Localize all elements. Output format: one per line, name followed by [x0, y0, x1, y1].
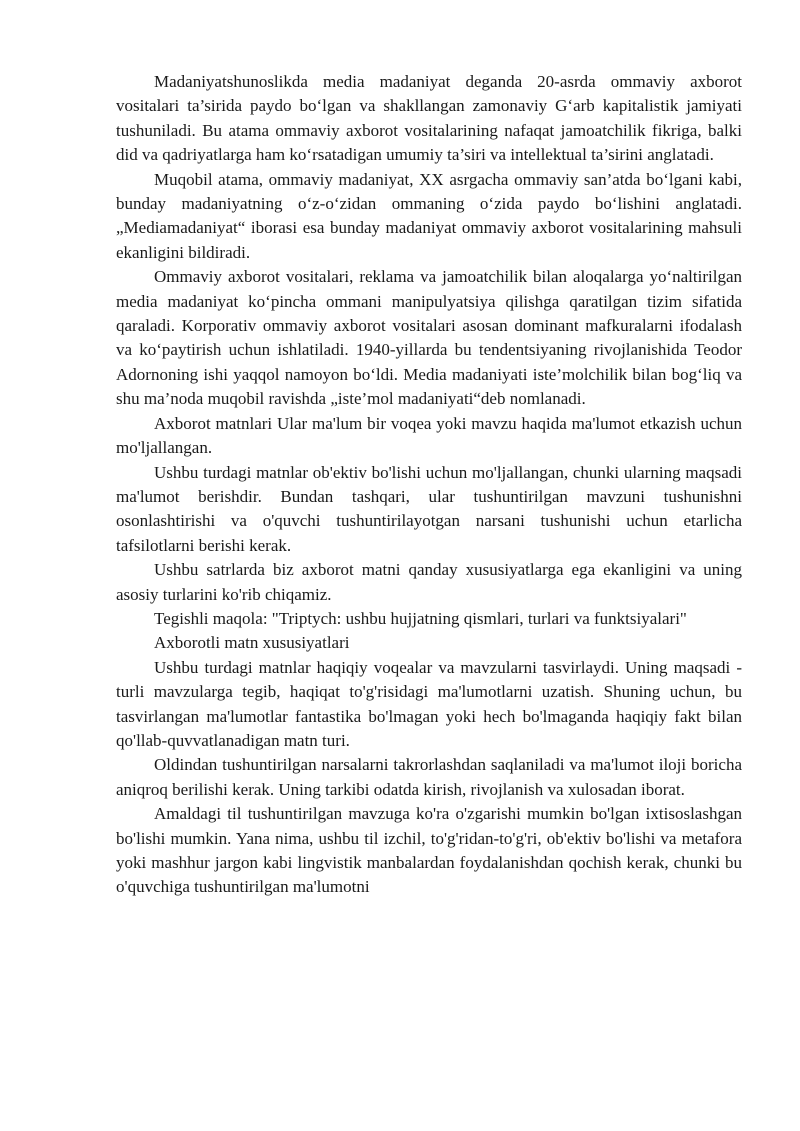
section-heading-characteristics: Axborotli matn xususiyatlari: [154, 633, 350, 653]
paragraph-related-article: Tegishli maqola: "Triptych: ushbu hujjatning qismlari, turlari va funktsiyalari": [154, 608, 687, 628]
paragraph-language-used: Amaldagi til tushuntirilgan mavzuga ko'ra o'zgarishi mumkin bo'lgan ixtisoslashgan bo'lishi mumkin. Yana nima, ushbu til izchil, to'g'ridan-to'g'ri, ob'ektiv bo'lishi va metafora yoki mashhur jargon kabi lingvistik manbalardan foydalanishdan qochish kerak, chunki bu o'quvchiga tushuntirilgan ma'lumotni: [116, 804, 742, 897]
paragraph-alternative-term: Muqobil atama, ommaviy madaniyat, XX asrgacha ommaviy san’atda bo‘lgani kabi, bunday madaniyatning o‘z-o‘zidan ommaning o‘zida paydo bo‘lishini anglatadi. „Mediamadaniyat“ iborasi esa bunday madaniyat ommaviy axborot vositalarining mahsuli ekanligini bildiradi.: [116, 169, 742, 262]
paragraph-informative-texts-intro: Axborot matnlari Ular ma'lum bir voqea yoki mavzu haqida ma'lumot etkazish uchun mo'ljallangan.: [116, 413, 742, 458]
paragraph-mass-media-manipulation: Ommaviy axborot vositalari, reklama va jamoatchilik bilan aloqalarga yo‘naltirilgan media madaniyat ko‘pincha ommani manipulyatsiya qilishga qaratilgan tizim sifatida qaraladi. Korporativ ommaviy axborot vositalari asosan dominant mafkuralarni ifodalash va ko‘paytirish uchun ishlatiladi. 1940-yillarda bu tendentsiyaning rivojlanishida Teodor Adornoning ishi yaqqol namoyon bo‘ldi. Media madaniyati iste’molchilik bilan bog‘liq va shu ma’noda muqobil ravishda „iste’mol madaniyati“deb nomlanadi.: [116, 267, 742, 409]
paragraph-real-events: Ushbu turdagi matnlar haqiqiy voqealar va mavzularni tasvirlaydi. Uning maqsadi - turli mavzularga tegib, haqiqat to'g'risidagi ma'lumotlarni uzatish. Shuning uchun, bu tasvirlangan ma'lumotlar fantastika bo'lmagan yoki hech bo'lmaganda haqiqiy fakt bilan qo'llab-quvvatlanadigan matn turi.: [116, 657, 742, 750]
paragraph-avoid-repetition: Oldindan tushuntirilgan narsalarni takrorlashdan saqlaniladi va ma'lumot iloji boricha aniqroq berilishi kerak. Uning tarkibi odatda kirish, rivojlanish va xulosadan iborat.: [116, 755, 742, 799]
paragraph-media-culture-definition: Madaniyatshunoslikda media madaniyat deganda 20-asrda ommaviy axborot vositalari ta’sirida paydo bo‘lgan va shakllangan zamonaviy G‘arb kapitalistik jamiyati tushuniladi. Bu atama ommaviy axborot vositalarining nafaqat jamoatchilik fikriga, balki did va qadriyatlarga ham ko‘rsatadigan umumiy ta’siri va intellektual ta’sirini anglatadi.: [116, 72, 742, 165]
paragraph-overview: Ushbu satrlarda biz axborot matni qanday xususiyatlarga ega ekanligini va uning asosiy turlarini ko'rib chiqamiz.: [116, 560, 742, 604]
document-body: [116, 70, 742, 900]
paragraph-objectivity: Ushbu turdagi matnlar ob'ektiv bo'lishi uchun mo'ljallangan, chunki ularning maqsadi ma'lumot berishdir. Bundan tashqari, ular tushuntirilgan mavzuni tushunishni osonlashtirishi va o'quvchi tushuntirilayotgan narsani tushunishi uchun etarlicha tafsilotlarni berishi kerak.: [116, 462, 742, 555]
